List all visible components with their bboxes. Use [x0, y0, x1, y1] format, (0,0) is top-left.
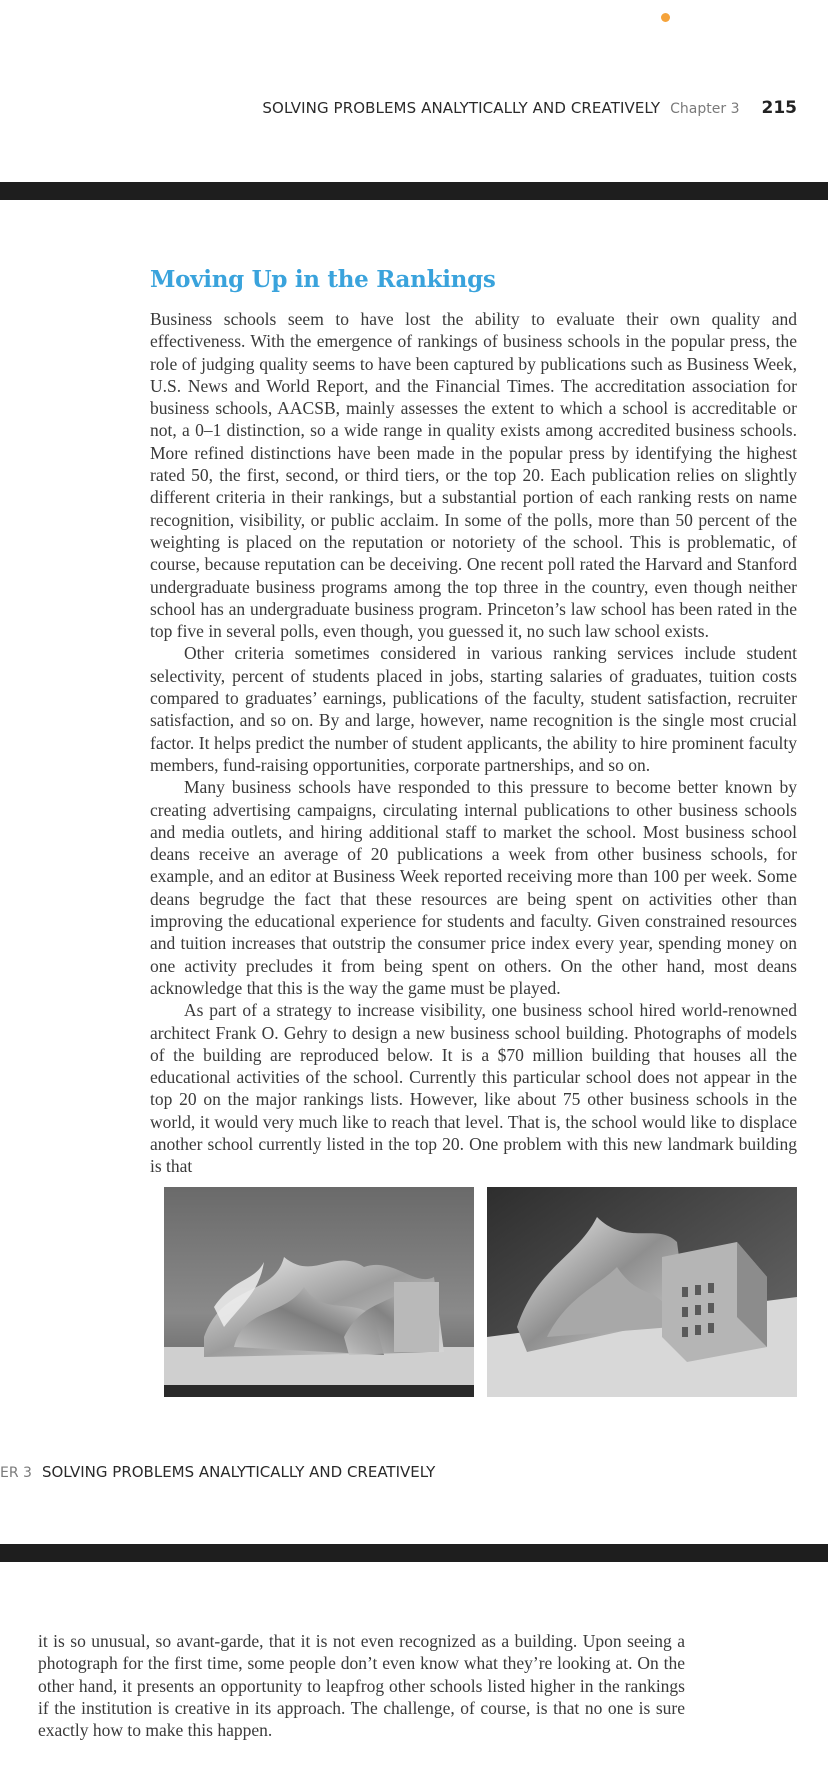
section-title: Moving Up in the Rankings	[150, 266, 496, 293]
building-model-photo	[487, 1187, 797, 1397]
paragraph: As part of a strategy to increase visibility, one business school hired world-renowned architect Frank O. Gehry to design a new business school building. Photographs of models of the building are reproduced below. It is a $70 million building that houses all the educational activities of the school. Currently this particular school does not appear in the top 20 on the major rankings lists. However, like about 75 other business schools in the world, it would very much like to reach that level. That is, the school would like to displace another school currently listed in the top 20. One problem with this new landmark building is that	[150, 1000, 797, 1177]
paragraph: Business schools seem to have lost the ability to evaluate their own quality and effectiveness. With the emergence of rankings of business schools in the popular press, the role of judging quality seems to have been captured by publications such as Business Week, U.S. News and World Report, and the Financial Times. The accreditation association for business schools, AACSB, mainly assesses the extent to which a school is accreditable or not, a 0–1 distinction, so a wide range in quality exists among accredited business schools. More refined distinctions have been made in the popular press by identifying the highest rated 50, the first, second, or third tiers, or the top 20. Each publication relies on slightly different criteria in their rankings, but a substantial portion of each ranking rests on name recognition, visibility, or public acclaim. In some of the polls, more than 50 percent of the weighting is placed on the reputation or notoriety of the school. This is problematic, of course, because reputation can be deceiving. One recent poll rated the Harvard and Stanford undergraduate business programs among the top three in the country, even though neither school has an undergraduate business program. Princeton’s law school has been rated in the top five in several polls, even though, you guessed it, no such law school exists.	[150, 309, 797, 642]
paragraph: Many business schools have responded to this pressure to become better known by creating advertising campaigns, circulating internal publications to other business schools and media outlets, and hiring additional staff to market the school. Most business school deans receive an average of 20 publications a week from other business schools, for example, and an editor at Business Week reported receiving more than 100 per week. Some deans begrudge the fact that these resources are being spent on activities other than improving the educational experience for students and faculty. Given constrained resources and tuition increases that outstrip the consumer price index every year, spending money on one activity precludes it from being spent on others. On the other hand, most deans acknowledge that this is the way the game must be played.	[150, 777, 797, 998]
continuation-body	[38, 1630, 685, 1741]
paragraph: Other criteria sometimes considered in various ranking services include student selectivity, percent of students placed in jobs, starting salaries of graduates, tuition costs compared to graduates’ earnings, publications of the faculty, student satisfaction, recruiter satisfaction, and so on. By and large, however, name recognition is the single most crucial factor. It helps predict the number of student applicants, the ability to hire prominent faculty members, fund-raising opportunities, corporate partnerships, and so on.	[150, 643, 797, 775]
running-header	[0, 1462, 828, 1481]
page-divider	[0, 1544, 828, 1562]
running-title: SOLVING PROBLEMS ANALYTICALLY AND CREATIVELY	[262, 99, 661, 117]
building-model-photo	[164, 1187, 474, 1397]
section-body	[150, 308, 797, 1178]
bookmark-dot-icon	[661, 13, 670, 22]
running-title: SOLVING PROBLEMS ANALYTICALLY AND CREATIVELY	[41, 1463, 436, 1481]
paragraph: it is so unusual, so avant-garde, that it is not even recognized as a building. Upon seeing a photograph for the first time, some people don’t even know what they’re looking at. On the other hand, it presents an opportunity to leapfrog other schools listed higher in the rankings if the institution is creative in its approach. The challenge, of course, is that no one is sure exactly how to make this happen.	[38, 1631, 685, 1741]
page-number: 215	[761, 98, 797, 118]
chapter-label: ER 3	[0, 1465, 32, 1481]
chapter-label: Chapter 3	[670, 101, 740, 117]
page-divider	[0, 182, 828, 200]
